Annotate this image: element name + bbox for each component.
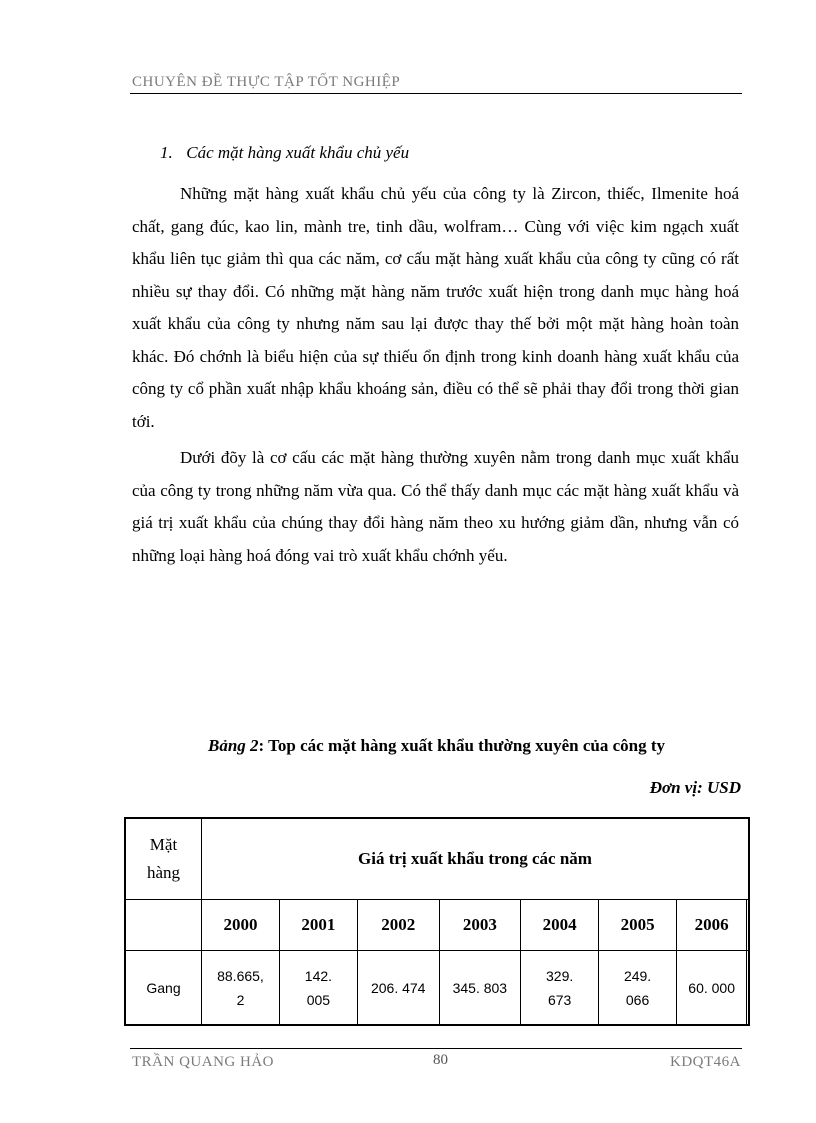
table-unit: Đơn vị: USD: [649, 778, 741, 797]
years-row: [125, 900, 749, 951]
year-cell: 2001: [279, 900, 357, 951]
running-header: CHUYÊN ĐỀ THỰC TẬP TỐT NGHIỆP: [132, 74, 401, 90]
paragraph-2: [132, 442, 739, 572]
section-number: 1.: [160, 143, 173, 162]
paragraph-2-text: Dưới đõy là cơ cấu các mặt hàng thường xuyên nằm trong danh mục xuất khẩu của công ty trong những năm vừa qua. Có thể thấy danh mục các mặt hàng xuất khẩu và giá trị xuất khẩu của chúng thay đổi hàng năm theo xu hướng giảm dần, nhưng vẫn có những loại hàng hoá đóng vai trò xuất khẩu chớnh yếu.: [132, 448, 739, 565]
year-cell: 2006: [677, 900, 747, 951]
value-cell: 60. 000: [677, 951, 747, 1026]
table-caption: [132, 736, 741, 756]
year-cell: 2003: [439, 900, 521, 951]
table-caption-text: : Top các mặt hàng xuất khẩu thường xuyên của công ty: [258, 736, 665, 755]
value-column-header: Giá trị xuất khẩu trong các năm: [202, 818, 750, 900]
table-row: [125, 951, 749, 1026]
item-column-header: Mặt hàng: [125, 818, 202, 900]
export-table: [124, 817, 750, 1026]
paragraph-1-text: Những mặt hàng xuất khẩu chủ yếu của công ty là Zircon, thiếc, Ilmenite hoá chất, gang đúc, kao lin, mành tre, tinh dầu, wolfram… Cùng với việc kim ngạch xuất khẩu liên tục giảm thì qua các năm, cơ cấu mặt hàng xuất khẩu của công ty cũng có rất nhiều sự thay đổi. Có những mặt hàng năm trước xuất hiện trong danh mục hàng hoá xuất khẩu của công ty nhưng năm sau lại được thay thế bởi một mặt hàng hoàn toàn khác. Đó chớnh là biểu hiện của sự thiếu ổn định trong kinh doanh hàng xuất khẩu của công ty cổ phần xuất nhập khẩu khoáng sản, điều có thể sẽ phải thay đổi trong thời gian tới.: [132, 184, 739, 431]
footer-divider: [130, 1048, 742, 1049]
item-name-cell: Gang: [125, 951, 202, 1026]
page-number: 80: [433, 1052, 448, 1068]
header-divider: [130, 93, 742, 94]
table-caption-label: Bảng 2: [208, 736, 259, 755]
value-cell: 329. 673: [521, 951, 599, 1026]
footer-class: KDQT46A: [670, 1054, 741, 1070]
year-cell: [747, 900, 749, 951]
section-title: Các mặt hàng xuất khẩu chủ yếu: [186, 143, 410, 162]
value-cell: 345. 803: [439, 951, 521, 1026]
years-row-blank: [125, 900, 202, 951]
value-cell: [747, 951, 749, 1026]
value-cell: 249. 066: [599, 951, 677, 1026]
section-heading: [160, 143, 409, 163]
paragraph-1: [132, 178, 739, 438]
year-cell: 2000: [202, 900, 280, 951]
year-cell: 2002: [357, 900, 439, 951]
year-cell: 2004: [521, 900, 599, 951]
value-cell: 142. 005: [279, 951, 357, 1026]
year-cell: 2005: [599, 900, 677, 951]
value-cell: 206. 474: [357, 951, 439, 1026]
value-cell: 88.665, 2: [202, 951, 280, 1026]
footer-author: TRẦN QUANG HẢO: [132, 1054, 274, 1070]
table-header-row: [125, 818, 749, 900]
